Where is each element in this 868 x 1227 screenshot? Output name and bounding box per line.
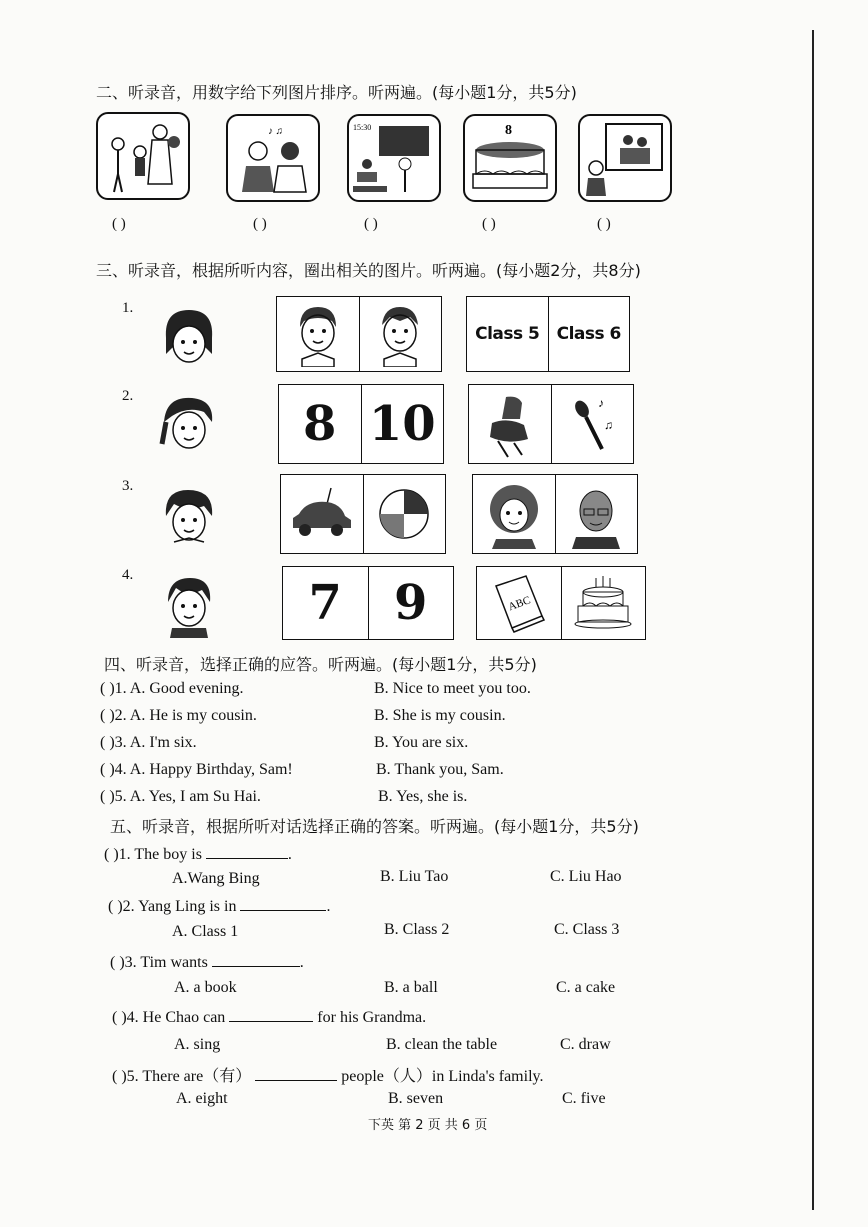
question-4-1[interactable]: ( )1. A. Good evening. bbox=[100, 680, 244, 697]
question-5-5-option-a[interactable]: A. eight bbox=[176, 1090, 228, 1107]
number-10: 10 bbox=[368, 396, 436, 452]
option-class-6[interactable] bbox=[548, 297, 630, 371]
question-4-2[interactable]: ( )2. A. He is my cousin. bbox=[100, 707, 257, 724]
question-5-2-text: ( )2. Yang Ling is in bbox=[108, 898, 237, 915]
option-boy-b[interactable] bbox=[359, 297, 442, 371]
option-shoes[interactable] bbox=[469, 385, 551, 463]
page-footer: 下英 第 2 页 共 6 页 bbox=[368, 1118, 488, 1133]
question-5-4[interactable] bbox=[112, 1007, 426, 1027]
girl-face-icon bbox=[158, 304, 220, 368]
question-5-1-option-b[interactable]: B. Liu Tao bbox=[380, 868, 449, 885]
question-5-1-tail: . bbox=[287, 846, 292, 863]
boy-face-icon bbox=[288, 301, 348, 367]
row-number: 1. bbox=[122, 300, 134, 316]
question-5-2-option-c[interactable]: C. Class 3 bbox=[554, 921, 620, 938]
picture-photo-scene bbox=[578, 114, 672, 202]
question-5-5-option-b[interactable]: B. seven bbox=[388, 1090, 444, 1107]
question-4-5-option-b: B. Yes, she is. bbox=[378, 788, 468, 805]
fill-blank[interactable] bbox=[206, 844, 288, 859]
book-abc-label: ABC bbox=[506, 594, 532, 614]
option-ball[interactable] bbox=[363, 475, 446, 553]
row-number: 3. bbox=[122, 478, 134, 494]
fill-blank[interactable] bbox=[255, 1066, 337, 1081]
question-5-5-tail: people（人）in Linda's family. bbox=[341, 1068, 544, 1085]
question-4-4[interactable]: ( )4. A. Happy Birthday, Sam! bbox=[100, 761, 293, 778]
question-5-2[interactable] bbox=[108, 896, 330, 916]
question-4-5[interactable]: ( )5. A. Yes, I am Su Hai. bbox=[100, 788, 261, 805]
option-book[interactable] bbox=[477, 567, 561, 639]
picture-birthday-cake bbox=[463, 114, 557, 202]
row-3-left-options bbox=[280, 474, 446, 554]
picture-family-scene bbox=[96, 112, 190, 200]
section-5-title: 五、听录音，根据所听对话选择正确的答案。听两遍。(每小题1分，共5分) bbox=[110, 817, 639, 836]
boy-face-icon bbox=[158, 486, 220, 550]
question-5-5-text: ( )5. There are（有） bbox=[112, 1068, 252, 1085]
svg-text:♫: ♫ bbox=[604, 418, 614, 432]
question-5-5-option-c[interactable]: C. five bbox=[562, 1090, 606, 1107]
option-number-7[interactable] bbox=[283, 567, 368, 639]
fill-blank[interactable] bbox=[212, 952, 300, 967]
section-3-title: 三、听录音，根据所听内容，圈出相关的图片。听两遍。(每小题2分，共8分) bbox=[96, 261, 641, 280]
option-toy-car[interactable] bbox=[281, 475, 363, 553]
svg-text:♪: ♪ bbox=[598, 396, 605, 410]
girl-face-icon bbox=[158, 392, 220, 456]
svg-text:♪ ♫: ♪ ♫ bbox=[268, 126, 283, 137]
answer-blank-4[interactable]: ( ) bbox=[482, 216, 496, 232]
question-5-5[interactable] bbox=[112, 1063, 543, 1086]
ball-icon bbox=[374, 484, 434, 544]
row-3-right-options bbox=[472, 474, 638, 554]
question-5-3-option-b[interactable]: B. a ball bbox=[384, 979, 438, 996]
question-5-1-option-a[interactable]: A.Wang Bing bbox=[172, 870, 260, 887]
row-1-right-options bbox=[466, 296, 630, 372]
fill-blank[interactable] bbox=[240, 896, 326, 911]
answer-blank-2[interactable]: ( ) bbox=[253, 216, 267, 232]
svg-text:8: 8 bbox=[505, 123, 512, 138]
option-number-9[interactable] bbox=[368, 567, 454, 639]
question-5-4-text: ( )4. He Chao can bbox=[112, 1009, 226, 1026]
boy-face-icon bbox=[370, 301, 430, 367]
question-5-4-option-a[interactable]: A. sing bbox=[174, 1036, 221, 1053]
page-edge-line bbox=[812, 30, 814, 1210]
option-boy-a[interactable] bbox=[277, 297, 359, 371]
option-number-10[interactable] bbox=[361, 385, 444, 463]
option-cake[interactable] bbox=[561, 567, 646, 639]
grandma-icon bbox=[482, 479, 546, 549]
question-5-1-option-c[interactable]: C. Liu Hao bbox=[550, 868, 622, 885]
number-8: 8 bbox=[303, 396, 337, 452]
question-4-3[interactable]: ( )3. A. I'm six. bbox=[100, 734, 197, 751]
svg-text:15:30: 15:30 bbox=[353, 123, 372, 132]
option-microphone[interactable] bbox=[551, 385, 634, 463]
question-5-4-option-c[interactable]: C. draw bbox=[560, 1036, 611, 1053]
question-4-4-option-b: B. Thank you, Sam. bbox=[376, 761, 504, 778]
row-2-right-options bbox=[468, 384, 634, 464]
toy-car-icon bbox=[287, 484, 357, 544]
cake-icon bbox=[570, 572, 636, 634]
class-5-label: Class 5 bbox=[475, 324, 540, 344]
section-2-title: 二、听录音，用数字给下列图片排序。听两遍。(每小题1分，共5分) bbox=[96, 83, 577, 102]
class-6-label: Class 6 bbox=[556, 324, 621, 344]
question-5-3[interactable] bbox=[110, 952, 304, 972]
question-5-4-option-b[interactable]: B. clean the table bbox=[386, 1036, 498, 1053]
book-icon bbox=[486, 572, 552, 634]
picture-singing-scene bbox=[226, 114, 320, 202]
boy-face-icon bbox=[158, 574, 220, 638]
answer-blank-3[interactable]: ( ) bbox=[364, 216, 378, 232]
question-5-1-text: ( )1. The boy is bbox=[104, 846, 202, 863]
answer-blank-5[interactable]: ( ) bbox=[597, 216, 611, 232]
question-5-1[interactable] bbox=[104, 844, 292, 864]
microphone-icon bbox=[560, 389, 624, 459]
question-5-2-option-b[interactable]: B. Class 2 bbox=[384, 921, 450, 938]
grandpa-icon bbox=[564, 479, 628, 549]
option-number-8[interactable] bbox=[279, 385, 361, 463]
row-2-left-options bbox=[278, 384, 444, 464]
question-4-2-option-b: B. She is my cousin. bbox=[374, 707, 506, 724]
number-7: 7 bbox=[308, 575, 342, 631]
question-4-3-option-b: B. You are six. bbox=[374, 734, 469, 751]
row-number: 4. bbox=[122, 567, 134, 583]
question-4-1-option-b: B. Nice to meet you too. bbox=[374, 680, 531, 697]
row-4-left-options bbox=[282, 566, 454, 640]
question-5-2-tail: . bbox=[326, 898, 331, 915]
picture-classroom-scene bbox=[347, 114, 441, 202]
shoes-icon bbox=[478, 389, 542, 459]
option-grandpa[interactable] bbox=[555, 475, 638, 553]
question-5-3-tail: . bbox=[299, 954, 304, 971]
question-5-4-tail: for his Grandma. bbox=[317, 1009, 427, 1026]
question-5-3-text: ( )3. Tim wants bbox=[110, 954, 208, 971]
fill-blank[interactable] bbox=[229, 1007, 313, 1022]
question-5-2-option-a[interactable]: A. Class 1 bbox=[172, 923, 239, 940]
number-9: 9 bbox=[394, 575, 428, 631]
option-grandma[interactable] bbox=[473, 475, 555, 553]
answer-blank-1[interactable]: ( ) bbox=[112, 216, 126, 232]
question-5-3-option-c[interactable]: C. a cake bbox=[556, 979, 616, 996]
row-4-right-options bbox=[476, 566, 646, 640]
section-4-title: 四、听录音，选择正确的应答。听两遍。(每小题1分，共5分) bbox=[104, 655, 537, 674]
question-5-3-option-a[interactable]: A. a book bbox=[174, 979, 237, 996]
row-number: 2. bbox=[122, 388, 134, 404]
row-1-left-options bbox=[276, 296, 442, 372]
option-class-5[interactable] bbox=[467, 297, 548, 371]
